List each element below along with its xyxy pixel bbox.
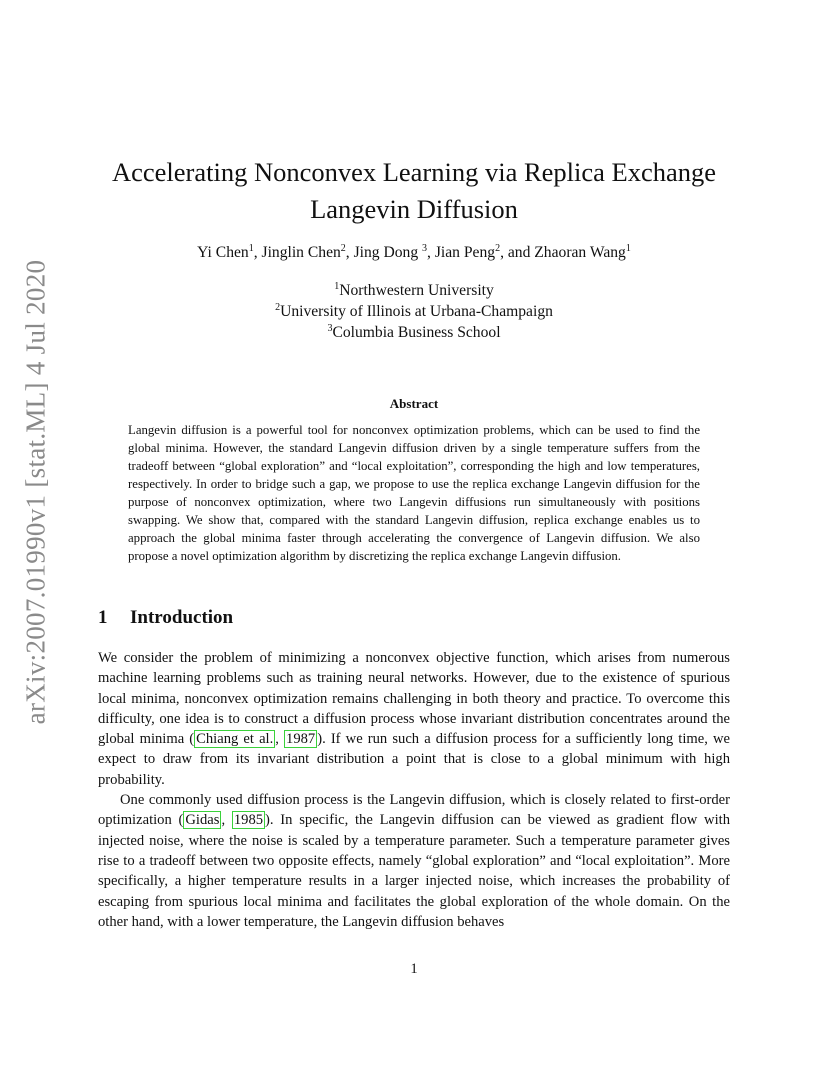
- affiliation-mark: 3: [422, 242, 428, 254]
- citation-author: Gidas: [185, 812, 220, 829]
- affiliation-name: Columbia Business School: [332, 324, 501, 341]
- author-name: Yi Chen: [197, 244, 249, 261]
- affiliation-list: [98, 280, 730, 343]
- citation-year: 1987: [286, 731, 316, 748]
- affiliation-mark: 1: [334, 280, 340, 292]
- section-heading: [98, 607, 233, 629]
- paper-title: [98, 154, 730, 228]
- affiliation-name: Northwestern University: [339, 282, 494, 299]
- affiliation-mark: 2: [340, 242, 346, 254]
- author-name: Jinglin Chen: [261, 244, 341, 261]
- paragraph: We consider the problem of minimizing a nonconvex objective function, which arises from numerous machine learning problems such as training neural networks. However, due to the existence of spurious local minima, nonconvex optimization remains challenging in both theory and practice. To overcome this difficulty, one idea is to construct a diffusion process whose invariant distribution concentrates around the global minima ( Chiang et al. , 1987 ). If we run such a diffusion process for a sufficiently long time, we expect to draw from its invariant distribution a point that is close to a global minimum with high probability.: [98, 650, 731, 788]
- paragraph-text: ). In specific, the Langevin diffusion can be viewed as gradient flow with injected noise, where the noise is scaled by a temperature parameter. Such a temperature parameter gives rise to a tradeoff between two opposite effects, namely “global exploration” and “local exploitation”. More specifically, a higher temperature results in a larger injected noise, which increases the probability of escaping from spurious local minima and facilitates the global exploration of the whole domain. On the other hand, with a lower temperature, the Langevin diffusion behaves: [98, 812, 730, 930]
- section-title: Introduction: [130, 607, 234, 628]
- author-name: Jian Peng: [434, 244, 496, 261]
- author-name: Zhaoran Wang: [534, 244, 626, 261]
- affiliation: [98, 280, 730, 301]
- citation-link[interactable]: [194, 730, 275, 748]
- author-name: Jing Dong: [353, 244, 423, 261]
- page-number: 1: [410, 961, 418, 977]
- citation-year-link[interactable]: [232, 811, 265, 829]
- citation-year: 1985: [233, 812, 264, 829]
- paragraph-text: We consider the problem of minimizing a nonconvex objective function, which arises from numerous machine learning problems such as training neural networks. However, due to the existence of spurious local minima, nonconvex optimization remains challenging in both theory and practice. To overcome this difficulty, one idea is to construct a diffusion process whose invariant distribution concentrates around the global minima (: [98, 650, 730, 748]
- affiliation: [98, 301, 730, 322]
- affiliation-mark: 2: [495, 242, 501, 254]
- affiliation-name: University of Illinois at Urbana-Champaign: [280, 303, 553, 320]
- paragraph-text: ). If we run such a diffusion process for a sufficiently long time, we expect to draw from its invariant distribution a point that is close to a global minimum with high probability.: [98, 731, 731, 788]
- paragraph: One commonly used diffusion process is the Langevin diffusion, which is closely related to first-order optimization ( Gidas , 1985 ). In specific, the Langevin diffusion can be viewed as gradient flow with injected noise, where the noise is scaled by a temperature parameter. Such a temperature parameter gives rise to a tradeoff between two opposite effects, namely “global exploration” and “local exploitation”. More specifically, a higher temperature results in a larger injected noise, which increases the probability of escaping from spurious local minima and facilitates the global exploration of the whole domain. On the other hand, with a lower temperature, the Langevin diffusion behaves: [98, 792, 730, 930]
- author-list: [98, 244, 730, 262]
- title-line-2: Langevin Diffusion: [310, 194, 518, 224]
- author-separator: ,: [253, 244, 262, 261]
- body-text: [98, 648, 730, 932]
- affiliation-mark: 1: [248, 242, 254, 254]
- affiliation-mark: 3: [327, 322, 333, 334]
- abstract-text: Langevin diffusion is a powerful tool for nonconvex optimization problems, which can be used to find the global minima. However, the standard Langevin diffusion driven by a single temperature suffers from the tradeoff between “global exploration” and “local exploitation”, corresponding the high and low temperatures, respectively. In order to bridge such a gap, we propose to use the replica exchange Langevin diffusion for the purpose of nonconvex optimization, where two Langevin diffusions run simultaneously with positions swapping. We show that, compared with the standard Langevin diffusion, replica exchange enables us to approach the global minima faster through accelerating the convergence of Langevin diffusion. We also propose a novel optimization algorithm by discretizing the replica exchange Langevin diffusion.: [128, 423, 700, 563]
- affiliation-mark: 2: [275, 301, 281, 313]
- citation-author: Chiang et al.: [196, 731, 274, 748]
- citation-year-link[interactable]: [284, 730, 317, 748]
- affiliation: [98, 322, 730, 343]
- affiliation-mark: 1: [625, 242, 631, 254]
- citation-link[interactable]: [183, 811, 221, 829]
- author-separator: , and: [500, 244, 535, 261]
- abstract-heading: Abstract: [389, 396, 439, 411]
- author-separator: ,: [427, 244, 435, 261]
- arxiv-sidebar: [16, 259, 56, 725]
- title-line-1: Accelerating Nonconvex Learning via Replica Exchange: [111, 157, 717, 187]
- paragraph-text: One commonly used diffusion process is the Langevin diffusion, which is closely related to first-order optimization (: [98, 792, 730, 829]
- section-number: 1: [98, 607, 108, 628]
- author-separator: ,: [345, 244, 354, 261]
- arxiv-identifier: arXiv:2007.01990v1 [stat.ML] 4 Jul 2020: [20, 259, 51, 725]
